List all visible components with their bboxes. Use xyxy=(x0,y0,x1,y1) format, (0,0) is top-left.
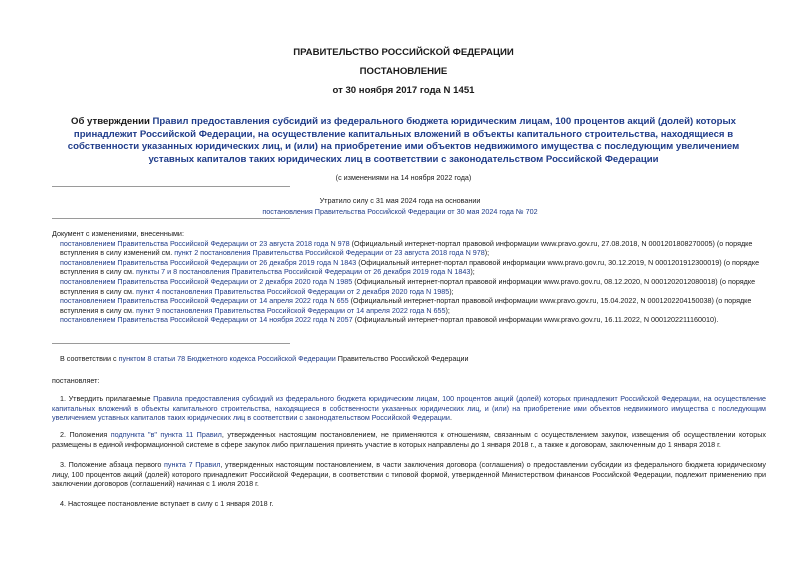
change-item: постановлением Правительства Российской Федерации от 23 августа 2018 года N 978 (Официальный интернет-портал правовой информации www.pravo.gov.ru, 27.08.2018, N 0001201808270005) (о порядке вступления в силу изменений см. пункт 2 постановления Правительства Российской Федерации от 23 августа 2018 года N 978); xyxy=(60,238,753,258)
document-date-number: от 30 ноября 2017 года N 1451 xyxy=(332,85,475,96)
change-effect-link[interactable]: пункт 4 постановления Правительства Российской Федерации от 2 декабря 2020 года N 1985 xyxy=(136,286,450,296)
changes-list xyxy=(52,229,766,325)
decrees-word: постановляет: xyxy=(52,376,100,385)
government-name: ПРАВИТЕЛЬСТВО РОССИЙСКОЙ ФЕДЕРАЦИИ xyxy=(293,47,514,58)
change-effect-link[interactable]: пункт 9 постановления Правительства Российской Федерации от 14 апреля 2022 года N 655 xyxy=(136,305,446,315)
lost-force-text: Утратило силу с 31 мая 2024 года на основании xyxy=(319,196,481,205)
point-2: 2. Положения подпункта "в" пункта 11 Правил, утвержденных настоящим постановлением, не применяются к отношениям, связанным с осуществлением закупок, извещения об осуществлении которых размещены в единой информационной системе в сфере закупок либо приглашения принять участие в которых направлены до 1 января 2018 г., а также к договорам, заключенным до 1 января 2018 г. xyxy=(52,430,766,449)
point-2-link[interactable]: подпункта "в" пункта 11 Правил xyxy=(110,430,222,439)
change-item: постановлением Правительства Российской Федерации от 14 ноября 2022 года N 2057 (Официальный интернет-портал правовой информации www.pravo.gov.ru, 16.11.2022, N 0001202211160010). xyxy=(60,315,719,325)
preamble: В соответствии с пунктом 8 статьи 78 Бюджетного кодекса Российской Федерации Правительство Российской Федерации xyxy=(60,354,469,363)
point-3: 3. Положение абзаца первого пункта 7 Правил, утвержденных настоящим постановлением, в части заключения договора (соглашения) о предоставлении субсидии из федерального бюджета юридическому лицу, 100 процентов акций (долей) которого принадлежит Российской Федерации, в соответствии с типовой формой, утвержденной Министерством финансов Российской Федерации, подлежит применению при заключении договоров (соглашений) начиная с 1 июля 2018 г. xyxy=(52,460,766,489)
change-link[interactable]: постановлением Правительства Российской Федерации от 26 декабря 2019 года N 1843 xyxy=(60,257,357,267)
point-1-rules-link[interactable]: Правила предоставления субсидий из федерального бюджета юридическим лицам, 100 процентов акций (долей) которых принадлежит Российской Федерации, на осуществление капитальных вложений в объекты капитального строительства, находящиеся в собственности указанных юридических лиц, и (или) на приобретение ими объектов недвижимого имущества с последующим увеличением уставных капиталов таких юридических лиц в соответствии с законодательством Российской Федерации xyxy=(52,394,766,423)
change-item: постановлением Правительства Российской Федерации от 26 декабря 2019 года N 1843 (Официальный интернет-портал правовой информации www.pravo.gov.ru, 30.12.2019, N 0001201912300019) (о порядке вступления в силу см. пункты 7 и 8 постановления Правительства Российской Федерации от 26 декабря 2019 года N 1843); xyxy=(60,257,760,277)
divider xyxy=(52,218,290,219)
change-link[interactable]: постановлением Правительства Российской Федерации от 2 декабря 2020 года N 1985 xyxy=(60,276,353,286)
point-1: 1. Утвердить прилагаемые Правила предоставления субсидий из федерального бюджета юридическим лицам, 100 процентов акций (долей) которых принадлежит Российской Федерации, на осуществление капитальных вложений в объекты капитального строительства, находящиеся в собственности указанных юридических лиц, и (или) на приобретение ими объектов недвижимого имущества с последующим увеличением уставных капиталов таких юридических лиц в соответствии с законодательством Российской Федерации. xyxy=(52,394,766,423)
budget-code-link[interactable]: пунктом 8 статьи 78 Бюджетного кодекса Российской Федерации xyxy=(118,354,336,363)
change-link[interactable]: постановлением Правительства Российской Федерации от 23 августа 2018 года N 978 xyxy=(60,238,350,248)
divider xyxy=(52,186,290,187)
divider xyxy=(52,343,290,344)
title-prefix: Об утверждении xyxy=(71,116,153,127)
changes-heading: Документ с изменениями, внесенными: xyxy=(52,229,184,238)
lost-force-notice xyxy=(200,195,600,217)
rules-link[interactable]: Правил предоставления субсидий из федерального бюджета юридическим лицам, 100 процентов акций (долей) которых принадлежит Российской Федерации, на осуществление капитальных вложений в объекты капитального строительства, находящиеся в собственности указанных юридических лиц, и (или) на приобретение ими объектов недвижимого имущества с последующим увеличением уставных капиталов таких юридических лиц в соответствии с законодательством Российской Федерации xyxy=(67,116,740,165)
change-item: постановлением Правительства Российской Федерации от 14 апреля 2022 года N 655 (Официальный интернет-портал правовой информации www.pravo.gov.ru, 15.04.2022, N 0001202204150038) (о порядке вступления в силу см. пункт 9 постановления Правительства Российской Федерации от 14 апреля 2022 года N 655); xyxy=(60,296,752,315)
document-title xyxy=(52,116,755,166)
change-item: постановлением Правительства Российской Федерации от 2 декабря 2020 года N 1985 (Официальный интернет-портал правовой информации www.pravo.gov.ru, 08.12.2020, N 0001202012080018) (о порядке вступления в силу см. пункт 4 постановления Правительства Российской Федерации от 2 декабря 2020 года N 1985); xyxy=(60,276,756,296)
point-4: 4. Настоящее постановление вступает в силу с 1 января 2018 г. xyxy=(60,499,274,508)
lost-force-link[interactable]: постановления Правительства Российской Федерации от 30 мая 2024 года № 702 xyxy=(262,207,538,216)
change-link[interactable]: постановлением Правительства Российской Федерации от 14 ноября 2022 года N 2057 xyxy=(60,315,353,325)
amendments-note: (с изменениями на 14 ноября 2022 года) xyxy=(335,173,472,182)
change-link[interactable]: постановлением Правительства Российской Федерации от 14 апреля 2022 года N 655 xyxy=(60,296,349,306)
change-effect-link[interactable]: пункт 2 постановления Правительства Российской Федерации от 23 августа 2018 года N 978 xyxy=(174,248,485,258)
point-3-link[interactable]: пункта 7 Правил xyxy=(164,460,221,469)
change-effect-link[interactable]: пункты 7 и 8 постановления Правительства Российской Федерации от 26 декабря 2019 года N 1843 xyxy=(136,267,471,277)
document-type: ПОСТАНОВЛЕНИЕ xyxy=(359,66,448,77)
